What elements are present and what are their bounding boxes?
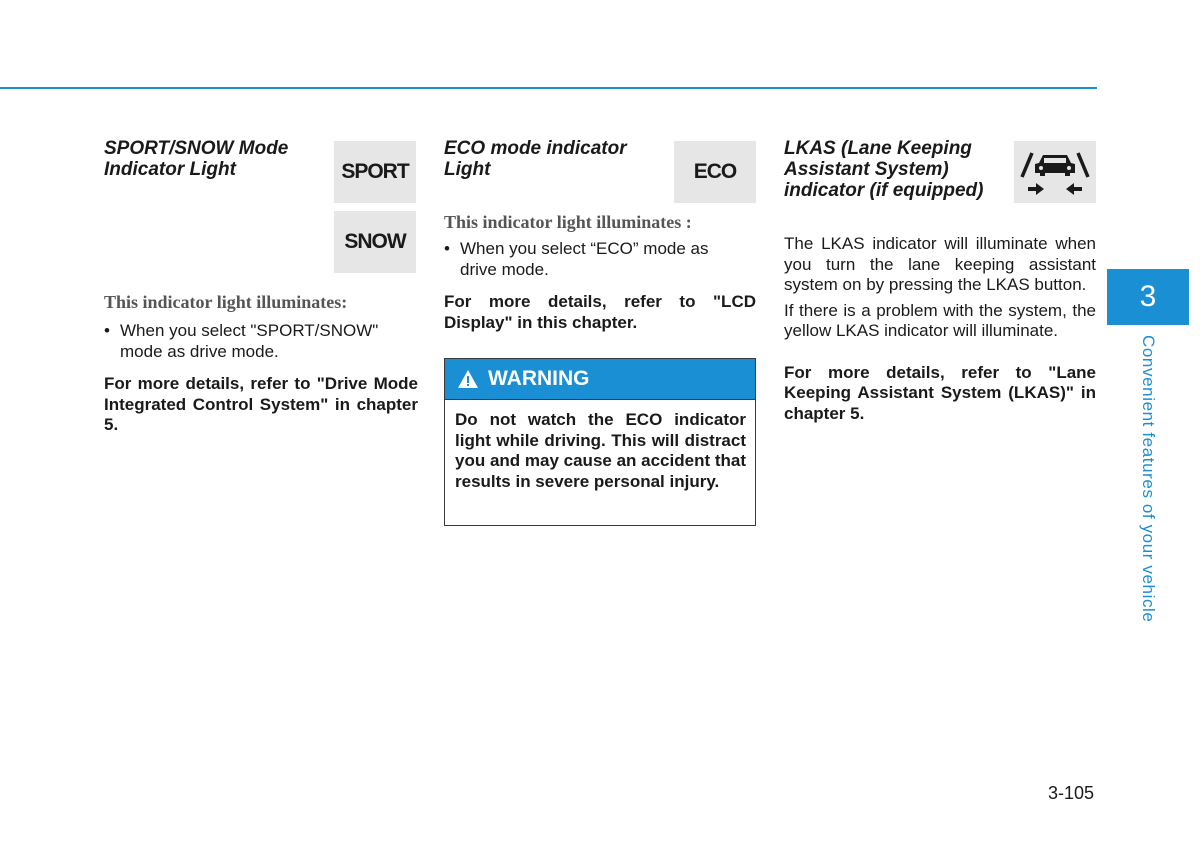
eco-subheading: This indicator light illuminates : <box>444 212 692 232</box>
sport-snow-body <box>104 292 418 436</box>
heading-line: Assistant System) <box>784 159 949 180</box>
lkas-paragraph-2: If there is a problem with the system, the yellow LKAS indicator will illuminate. <box>784 300 1096 340</box>
chapter-title-text: Convenient features of your vehicle <box>1139 335 1158 623</box>
heading-line: SPORT/SNOW Mode <box>104 138 289 159</box>
eco-details: For more details, refer to "LCD Display" in this chapter. <box>444 292 756 332</box>
warning-title: WARNING <box>488 367 590 390</box>
eco-indicator-badge: ECO <box>674 141 756 203</box>
sport-snow-subheading: This indicator light illuminates: <box>104 292 348 312</box>
warning-header <box>445 359 755 400</box>
warning-text: Do not watch the ECO indicator light while driving. This will distract you and may cause an accident that results in severe personal injury. <box>455 410 746 491</box>
heading-line: Indicator Light <box>104 159 236 180</box>
heading-line: ECO mode indicator <box>444 138 627 159</box>
bullet-line: mode as drive mode. <box>120 341 279 361</box>
sport-snow-details: For more details, refer to "Drive Mode Integrated Control System" in chapter 5. <box>104 374 418 434</box>
warning-triangle-icon <box>457 369 479 389</box>
heading-line: Light <box>444 159 491 180</box>
lkas-details: For more details, refer to "Lane Keeping Assistant System (LKAS)" in chapter 5. <box>784 362 1096 423</box>
snow-indicator-badge: SNOW <box>334 211 416 273</box>
heading-line: indicator (if equipped) <box>784 180 984 201</box>
warning-box <box>444 358 756 526</box>
sport-snow-bullet <box>104 321 418 362</box>
bullet-line: drive mode. <box>460 259 549 279</box>
header-rule <box>0 87 1097 89</box>
heading-line: LKAS (Lane Keeping <box>784 138 972 159</box>
eco-bullet <box>444 239 756 280</box>
chapter-tab: 3 <box>1107 269 1189 325</box>
lkas-car-lane-icon <box>1014 141 1096 203</box>
eco-body <box>444 212 756 333</box>
page-number: 3-105 <box>1048 783 1095 803</box>
bullet-dot: • <box>444 239 450 258</box>
bullet-text <box>460 239 708 280</box>
lkas-paragraph-1: The LKAS indicator will illuminate when you turn the lane keeping assistant system on by pressing the LKAS button. <box>784 234 1096 294</box>
sport-indicator-badge: SPORT <box>334 141 416 203</box>
bullet-text <box>120 321 378 362</box>
lkas-body <box>784 234 1096 424</box>
bullet-line: When you select “ECO” mode as <box>460 239 709 258</box>
bullet-line: When you select "SPORT/SNOW" <box>120 321 379 340</box>
bullet-dot: • <box>104 321 110 340</box>
